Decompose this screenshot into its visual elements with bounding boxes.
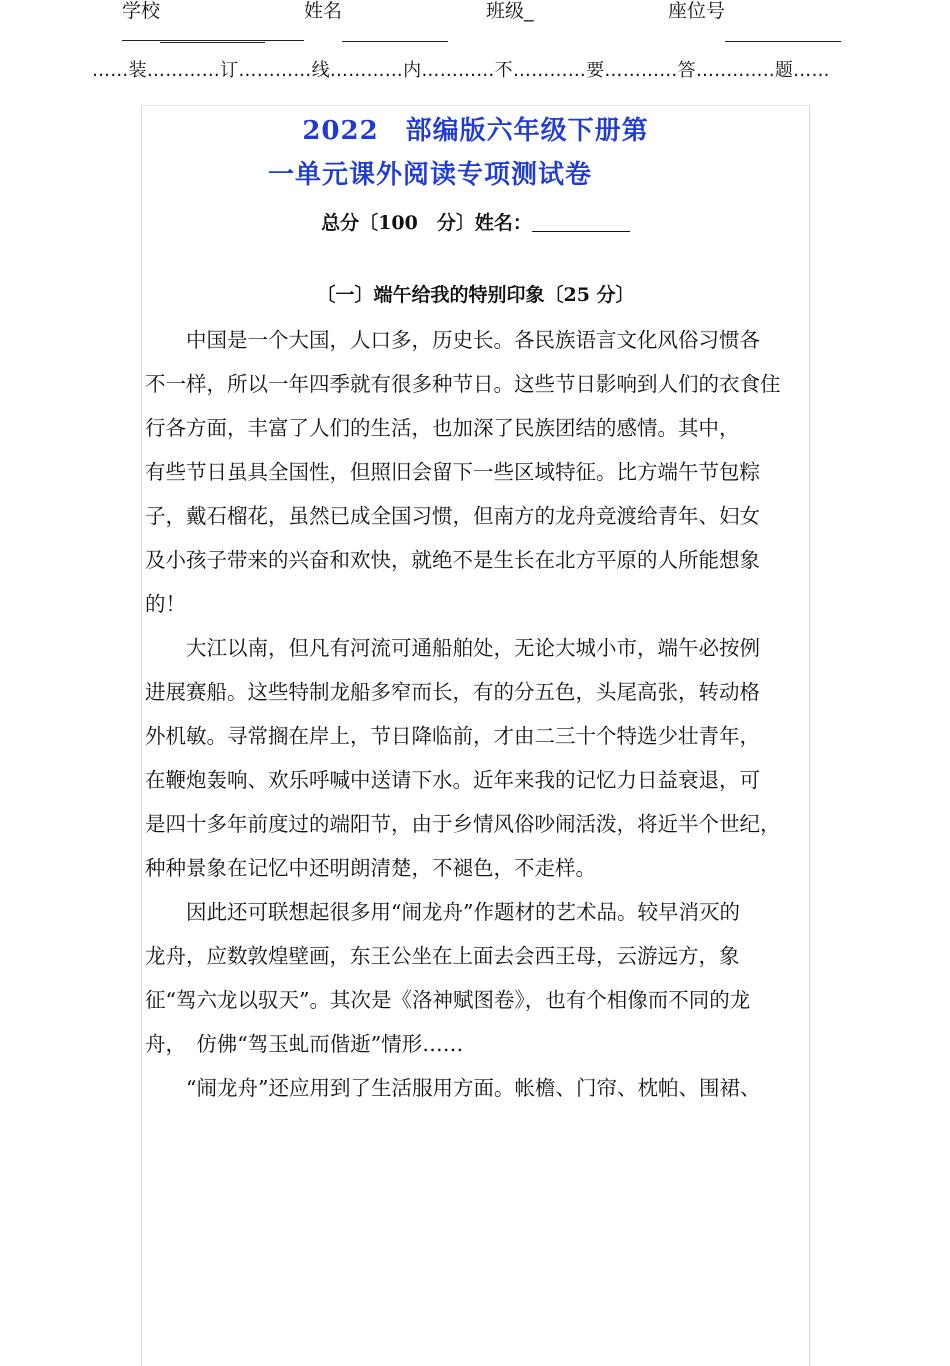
name-blank-line[interactable] [342,41,448,42]
score-line [141,210,810,236]
school-blank-line[interactable] [122,40,304,41]
section-title: 〔一〕端午给我的特别印象〔25 分〕 [316,284,635,306]
class-label: 班级_ [486,0,534,22]
passage-line: 行各方面，丰富了人们的生活，也加深了民族团结的感情。其中， [145,416,740,440]
passage-line: 征“驾六龙以驭天”。其次是《洛神赋图卷》，也有个相像而不同的龙 [145,988,751,1012]
passage-line: 因此还可联想起很多用“闹龙舟”作题材的艺术品。较早消灭的 [145,900,740,924]
passage-line: 中国是一个大国，人口多，历史长。各民族语言文化风俗习惯各 [145,328,760,352]
name-label: 姓名 [304,0,343,22]
school-blank-underline [160,42,265,43]
passage-line: 龙舟，应数敦煌壁画，东王公坐在上面去会西王母，云游远方，象 [145,944,740,968]
seal-line: ……装…………订…………线…………内…………不…………要…………答…..……..题…… [92,60,830,81]
school-label: 学校 [122,0,161,22]
passage-line: 是四十多年前度过的端阳节，由于乡情风俗吵闹活泼，将近半个世纪， [145,812,781,836]
passage-line: 种种景象在记忆中还明朗清楚，不褪色，不走样。 [145,856,596,880]
passage-line: 有些节日虽具全国性，但照旧会留下一些区域特征。比方端午节包粽 [145,460,760,484]
passage-line: 舟， 仿佛“驾玉虬而偕逝”情形…… [145,1032,464,1056]
score-text: 总分〔100 分〕姓名： [321,212,532,234]
passage-line: 的！ [145,592,186,616]
name-answer-blank[interactable] [532,211,630,232]
seat-label: 座位号 [668,0,726,22]
passage-line: “闹龙舟”还应用到了生活服用方面。帐檐、门帘、枕帕、围裙、 [145,1076,761,1100]
seat-blank-line[interactable] [725,41,841,42]
passage-line: 及小孩子带来的兴奋和欢快，就绝不是生长在北方平原的人所能想象 [145,548,760,572]
passage-line: 进展赛船。这些特制龙船多窄而长，有的分五色，头尾高张，转动格 [145,680,760,704]
passage-line: 在鞭炮轰响、欢乐呼喊中送请下水。近年来我的记忆力日益衰退，可 [145,768,760,792]
exam-title-line1: 2022 部编版六年级下册第 [302,116,649,146]
passage-line: 子，戴石榴花，虽然已成全国习惯，但南方的龙舟竞渡给青年、妇女 [145,504,760,528]
passage-line: 外机敏。寻常搁在岸上，节日降临前，才由二三十个特选少壮青年， [145,724,760,748]
exam-title-line2: 一单元课外阅读专项测试卷 [267,160,592,190]
passage-line: 不一样，所以一年四季就有很多种节日。这些节日影响到人们的衣食住 [145,372,781,396]
passage-line: 大江以南，但凡有河流可通船舶处，无论大城小市，端午必按例 [145,636,760,660]
